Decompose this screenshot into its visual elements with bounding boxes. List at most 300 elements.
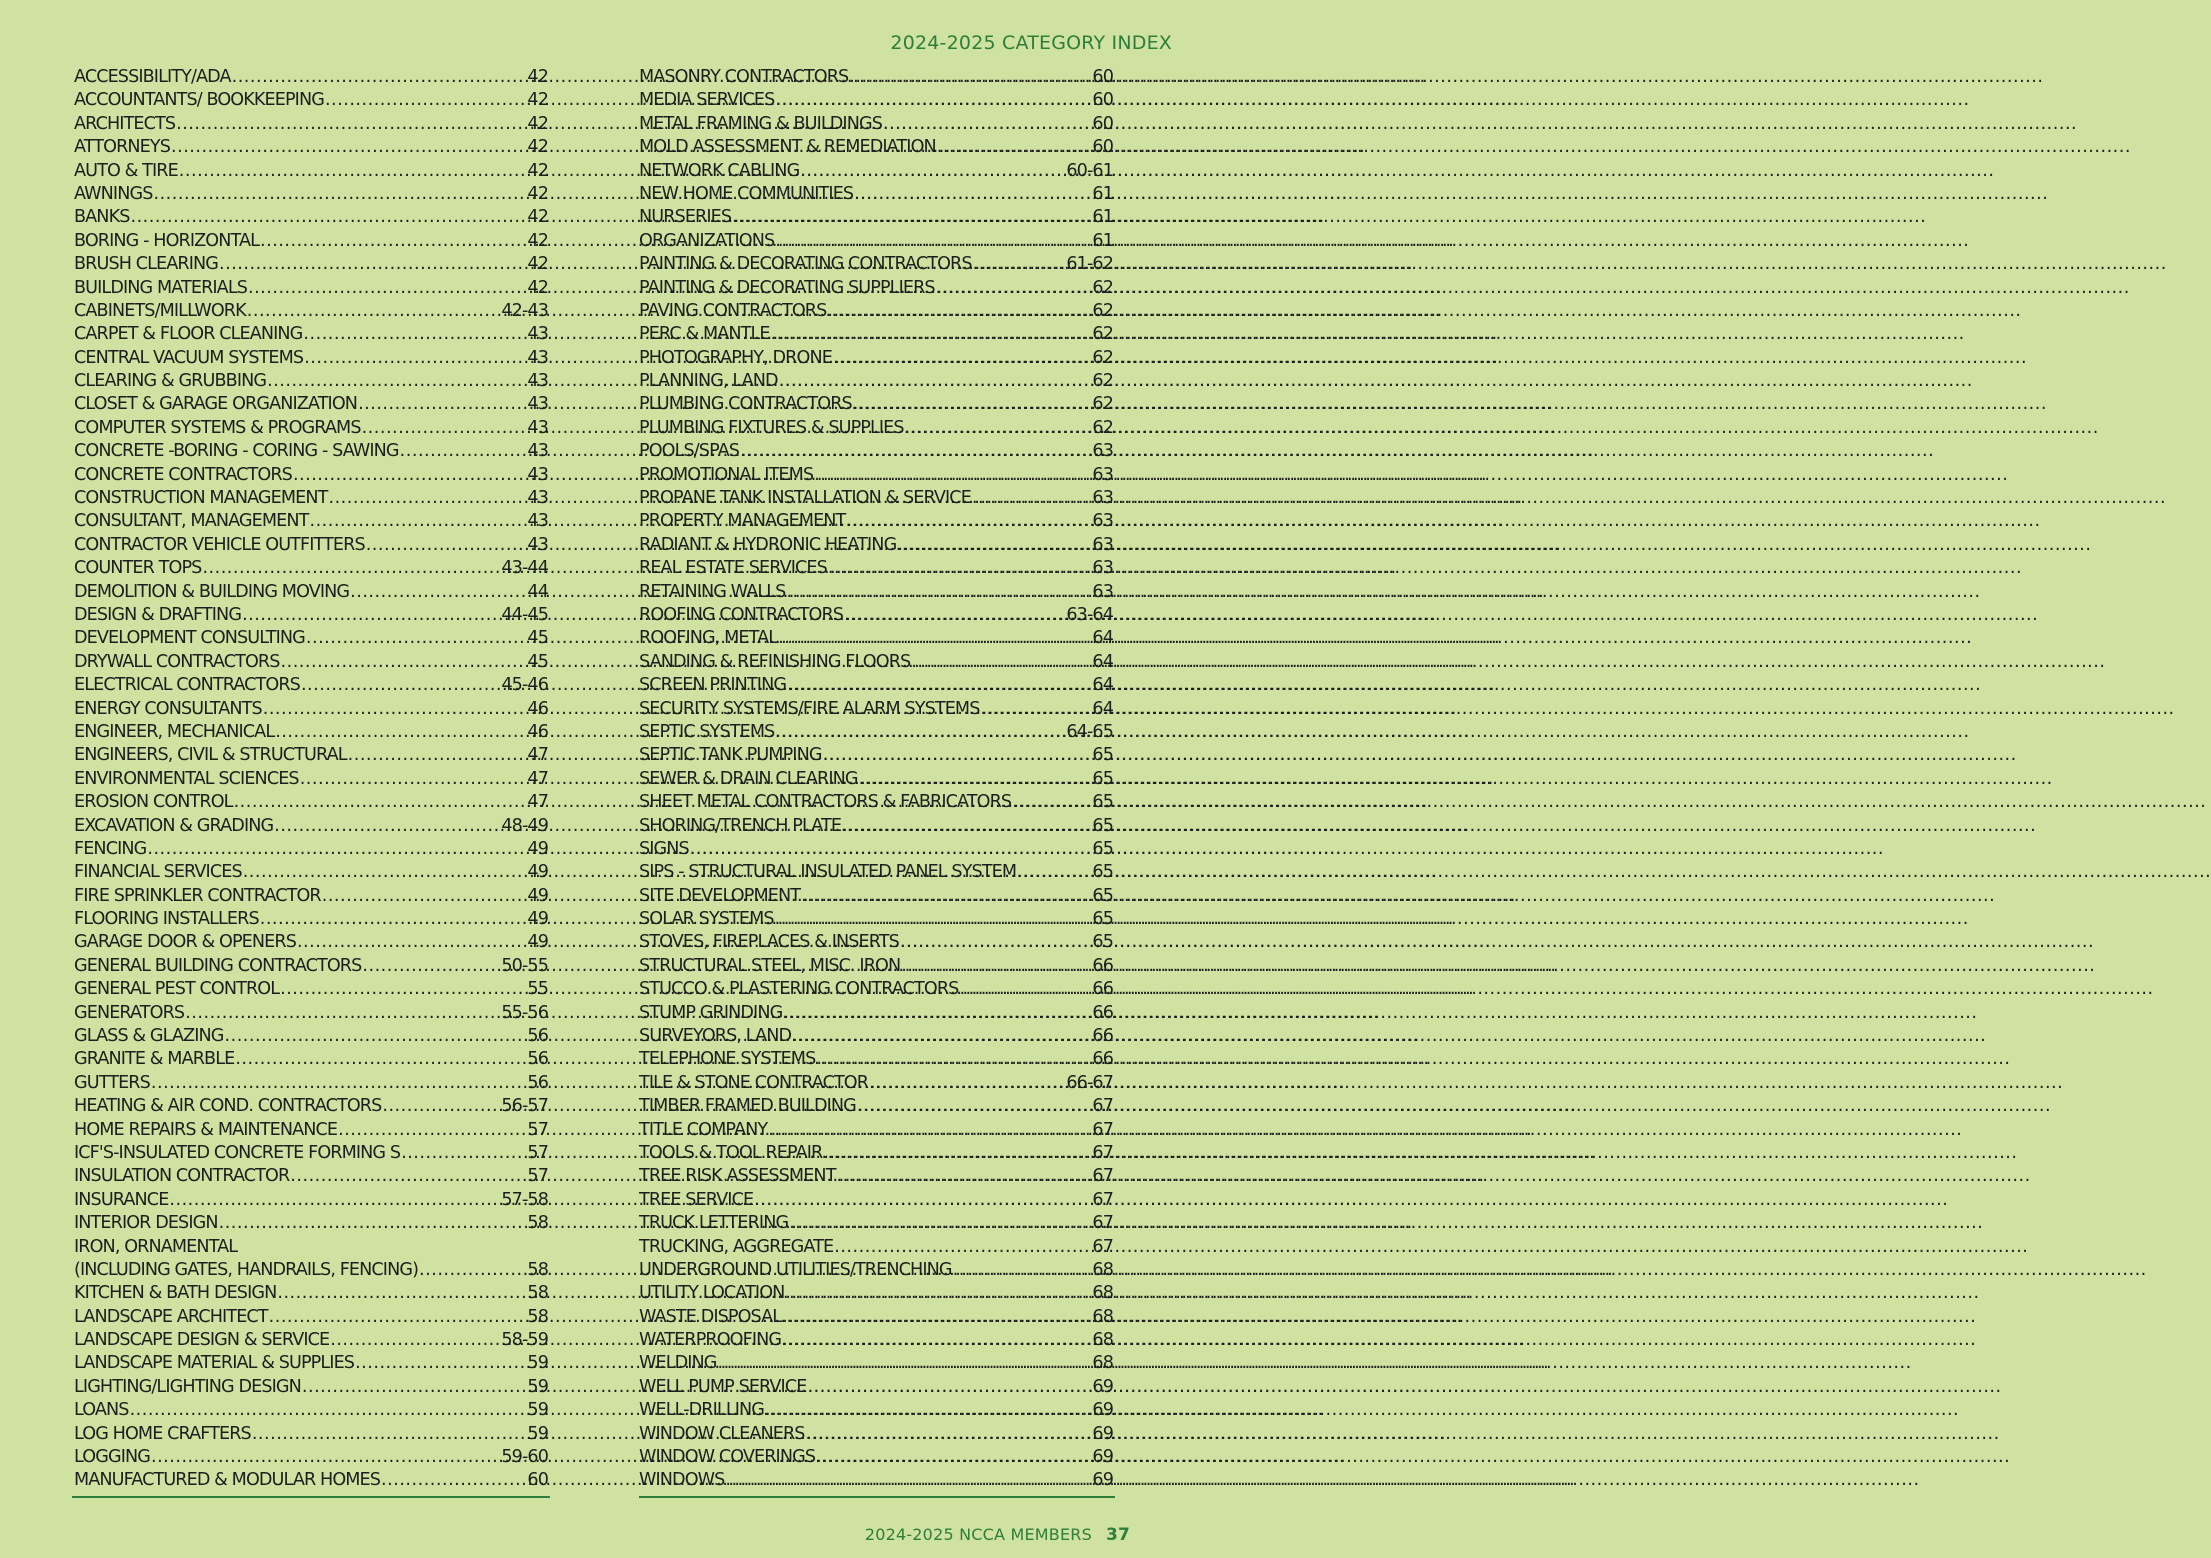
- index-entry: [639, 1189, 1113, 1212]
- page-reference: 61: [1092, 207, 1113, 228]
- category-name: EROSION CONTROL: [74, 792, 233, 813]
- index-entry: [639, 651, 1113, 674]
- dot-leader: [1017, 861, 1091, 884]
- page-reference: 48-49: [501, 815, 548, 836]
- page-reference: 59: [527, 1353, 548, 1374]
- page-reference: 47: [527, 768, 548, 789]
- category-name: CONSULTANT, MANAGEMENT: [74, 511, 309, 532]
- dot-leader: [219, 253, 526, 276]
- page-reference: 61: [1092, 230, 1113, 251]
- index-entry: [74, 487, 548, 510]
- category-name: INTERIOR DESIGN: [74, 1213, 218, 1234]
- index-entry: [74, 1095, 548, 1118]
- index-entry: [639, 604, 1113, 627]
- category-name: ATTORNEYS: [74, 137, 171, 158]
- dot-leader: [786, 581, 1091, 604]
- category-name: ENVIRONMENTAL SCIENCES: [74, 768, 299, 789]
- category-name: EXCAVATION & GRADING: [74, 815, 274, 836]
- page-reference: 57: [527, 1142, 548, 1163]
- index-entry: [639, 1259, 1113, 1282]
- page-reference: 68: [1092, 1306, 1113, 1327]
- dot-leader: [366, 534, 527, 557]
- category-name: WATERPROOFING: [639, 1330, 782, 1351]
- page-reference: 65: [1092, 745, 1113, 766]
- dot-leader: [362, 955, 500, 978]
- category-name: PERC & MANTLE: [639, 324, 770, 345]
- page-reference: 65: [1092, 909, 1113, 930]
- dot-leader: [857, 1095, 1092, 1118]
- category-name: MASONRY CONTRACTORS: [639, 67, 849, 87]
- dot-leader: [869, 1072, 1065, 1095]
- index-entry: [74, 978, 548, 1001]
- category-name: CLEARING & GRUBBING: [74, 371, 267, 392]
- category-name: GUTTERS: [74, 1072, 150, 1093]
- index-entry: [74, 1212, 548, 1235]
- category-name: SHEET METAL CONTRACTORS & FABRICATORS: [639, 792, 1012, 813]
- dot-leader: [252, 1423, 527, 1446]
- category-name: LANDSCAPE MATERIAL & SUPPLIES: [74, 1353, 355, 1374]
- index-entry: [639, 113, 1113, 136]
- index-entry: [74, 370, 548, 393]
- index-entry: [74, 1352, 548, 1375]
- bottom-rule-right: [639, 1496, 1115, 1498]
- dot-leader: [900, 931, 1091, 954]
- index-entry: [639, 1165, 1113, 1188]
- category-name: REAL ESTATE SERVICES: [639, 558, 827, 579]
- index-entry: [74, 183, 548, 206]
- dot-leader: [905, 417, 1092, 440]
- dot-leader: [816, 1048, 1091, 1071]
- category-name: CENTRAL VACUUM SYSTEMS: [74, 347, 304, 368]
- index-entry: [74, 347, 548, 370]
- dot-leader: [281, 651, 527, 674]
- page-reference: 49: [527, 885, 548, 906]
- page-reference: 42: [527, 160, 548, 181]
- dot-leader: [775, 230, 1091, 253]
- page-reference: 63: [1092, 441, 1113, 462]
- index-entry: [639, 1072, 1113, 1095]
- page-reference: 45: [527, 651, 548, 672]
- dot-leader: [330, 1329, 500, 1352]
- page-reference: 64: [1092, 628, 1113, 649]
- category-name: AUTO & TIRE: [74, 160, 178, 181]
- category-name: PAINTING & DECORATING CONTRACTORS: [639, 254, 972, 275]
- category-name: LOGGING: [74, 1447, 150, 1468]
- index-entry: [74, 136, 548, 159]
- index-entry: [74, 464, 548, 487]
- category-name: NURSERIES: [639, 207, 732, 228]
- category-name: DRYWALL CONTRACTORS: [74, 651, 280, 672]
- dot-leader: [382, 1095, 500, 1118]
- dot-leader: [293, 464, 526, 487]
- dot-leader: [419, 1259, 526, 1282]
- index-entry: [74, 651, 548, 674]
- index-entry: [74, 838, 548, 861]
- page-reference: 63: [1092, 534, 1113, 555]
- page-reference: 58: [527, 1306, 548, 1327]
- category-name: GLASS & GLAZING: [74, 1026, 224, 1047]
- page-reference: 50-55: [501, 955, 548, 976]
- dot-leader: [897, 534, 1091, 557]
- category-name: GENERAL PEST CONTROL: [74, 979, 280, 1000]
- index-entry: [74, 323, 548, 346]
- category-name: ELECTRICAL CONTRACTORS: [74, 675, 300, 696]
- dot-leader: [325, 89, 526, 112]
- page-reference: 43: [527, 534, 548, 555]
- category-name: METAL FRAMING & BUILDINGS: [639, 113, 882, 134]
- page-reference: 62: [1092, 300, 1113, 321]
- index-entry: [74, 89, 548, 112]
- index-entry: [639, 277, 1113, 300]
- page-reference: 45-46: [501, 675, 548, 696]
- category-name: HOME REPAIRS & MAINTENANCE: [74, 1119, 338, 1140]
- category-name: MOLD ASSESSMENT & REMEDIATION: [639, 137, 936, 158]
- page-reference: 61: [1092, 183, 1113, 204]
- index-entry: [639, 1142, 1113, 1165]
- category-name: SCREEN PRINTING: [639, 675, 787, 696]
- dot-leader: [827, 300, 1091, 323]
- page-reference: 63: [1092, 488, 1113, 509]
- page-reference: 42: [527, 113, 548, 134]
- page-reference: 64: [1092, 698, 1113, 719]
- category-name: TOOLS & TOOL REPAIR: [639, 1142, 823, 1163]
- page-reference: 43: [527, 347, 548, 368]
- dot-leader: [153, 183, 526, 206]
- dot-leader: [348, 744, 527, 767]
- dot-leader: [833, 347, 1091, 370]
- page-reference: 58-59: [501, 1330, 548, 1351]
- index-entry: [639, 206, 1113, 229]
- category-name: STUMP GRINDING: [639, 1002, 783, 1023]
- category-name: FENCING: [74, 838, 147, 859]
- index-entry: [639, 347, 1113, 370]
- dot-leader: [775, 721, 1065, 744]
- page-reference: 63-64: [1066, 604, 1113, 625]
- dot-leader: [219, 1212, 527, 1235]
- index-entry: [639, 815, 1113, 838]
- page-reference: 66: [1092, 955, 1113, 976]
- page-reference: 67: [1092, 1119, 1113, 1140]
- page-reference: 43: [527, 324, 548, 345]
- dot-leader: [883, 113, 1091, 136]
- index-entry: [74, 206, 548, 229]
- dot-leader: [381, 1469, 526, 1492]
- index-entry: [74, 66, 548, 89]
- category-name: SEWER & DRAIN CLEARING: [639, 768, 858, 789]
- category-name: GENERATORS: [74, 1002, 185, 1023]
- dot-leader: [814, 464, 1091, 487]
- dot-leader: [151, 1446, 500, 1469]
- dot-leader: [846, 510, 1091, 533]
- index-entry: [74, 393, 548, 416]
- page-reference: 49: [527, 838, 548, 859]
- dot-leader: [302, 1376, 527, 1399]
- page-reference: 42: [527, 277, 548, 298]
- category-name: WINDOW COVERINGS: [639, 1447, 816, 1468]
- index-entry: [74, 604, 548, 627]
- dot-leader: [768, 1119, 1091, 1142]
- page-reference: 43: [527, 394, 548, 415]
- page-reference: 42: [527, 137, 548, 158]
- category-name: FIRE SPRINKLER CONTRACTOR: [74, 885, 321, 906]
- page-reference: 42-43: [501, 300, 548, 321]
- page-reference: 43: [527, 371, 548, 392]
- dot-leader: [787, 674, 1091, 697]
- page-reference: 57: [527, 1119, 548, 1140]
- category-name: ENERGY CONSULTANTS: [74, 698, 262, 719]
- category-name: WELL-DRILLING: [639, 1400, 765, 1421]
- index-entry: [74, 1119, 548, 1142]
- category-name: TREE RISK ASSESSMENT: [639, 1166, 836, 1187]
- page-reference: 69: [1092, 1470, 1113, 1491]
- page-reference: 43: [527, 441, 548, 462]
- dot-leader: [260, 908, 527, 931]
- dot-leader: [235, 1048, 526, 1071]
- publication-name: 2024-2025 NCCA MEMBERS: [864, 1525, 1092, 1544]
- index-entry: [639, 791, 1113, 814]
- category-name: CONSTRUCTION MANAGEMENT: [74, 488, 328, 509]
- index-entry: [639, 581, 1113, 604]
- category-name: ENGINEER, MECHANICAL: [74, 721, 275, 742]
- index-entry: [639, 1025, 1113, 1048]
- index-entry: [639, 1329, 1113, 1352]
- page-reference: 46: [527, 721, 548, 742]
- page-reference: 42: [527, 207, 548, 228]
- index-entry: [639, 931, 1113, 954]
- category-name: IRON, ORNAMENTAL: [74, 1236, 238, 1257]
- index-entry: [639, 370, 1113, 393]
- category-name: PLUMBING FIXTURES & SUPPLIES: [639, 417, 904, 438]
- index-entry: [639, 393, 1113, 416]
- dot-leader: [854, 183, 1091, 206]
- page-reference: 67: [1092, 1166, 1113, 1187]
- dot-leader: [807, 1376, 1091, 1399]
- page-reference: 62: [1092, 417, 1113, 438]
- page-reference: 43: [527, 511, 548, 532]
- category-name: WINDOW CLEANERS: [639, 1423, 805, 1444]
- page-reference: 66: [1092, 1026, 1113, 1047]
- index-entry: [74, 627, 548, 650]
- index-entry: [74, 1189, 548, 1212]
- dot-leader: [801, 885, 1091, 908]
- category-name: WINDOWS: [639, 1470, 725, 1491]
- dot-leader: [400, 440, 527, 463]
- category-name: AWNINGS: [74, 183, 153, 204]
- dot-leader: [789, 1212, 1091, 1235]
- dot-leader: [901, 955, 1091, 978]
- dot-leader: [147, 838, 526, 861]
- page-reference: 59: [527, 1376, 548, 1397]
- dot-leader: [304, 347, 526, 370]
- page-reference: 65: [1092, 792, 1113, 813]
- category-name: CONCRETE -BORING - CORING - SAWING: [74, 441, 399, 462]
- category-name: ENGINEERS, CIVIL & STRUCTURAL: [74, 745, 347, 766]
- page-reference: 59: [527, 1423, 548, 1444]
- category-name: CLOSET & GARAGE ORGANIZATION: [74, 394, 358, 415]
- dot-leader: [297, 931, 526, 954]
- index-entry: [74, 581, 548, 604]
- category-name: CONTRACTOR VEHICLE OUTFITTERS: [74, 534, 365, 555]
- index-entry: [639, 1236, 1113, 1259]
- category-name: SANDING & REFINISHING FLOORS: [639, 651, 911, 672]
- index-column-right: [639, 66, 1113, 1493]
- page-reference: 45: [527, 628, 548, 649]
- dot-leader: [232, 66, 527, 89]
- index-entry: [74, 1236, 548, 1259]
- page-reference: 42: [527, 90, 548, 111]
- index-entry: [74, 721, 548, 744]
- dot-leader: [243, 861, 527, 884]
- category-name: PHOTOGRAPHY, DRONE: [639, 347, 832, 368]
- dot-leader: [936, 277, 1092, 300]
- dot-leader: [837, 1165, 1092, 1188]
- category-name: PLUMBING CONTRACTORS: [639, 394, 852, 415]
- page-reference: 63: [1092, 511, 1113, 532]
- category-name: DEMOLITION & BUILDING MOVING: [74, 581, 350, 602]
- page-reference: 60: [1092, 67, 1113, 87]
- dot-leader: [242, 604, 500, 627]
- index-entry: [639, 698, 1113, 721]
- category-name: SOLAR SYSTEMS: [639, 909, 774, 930]
- dot-leader: [358, 393, 526, 416]
- category-name: TIMBER FRAMED BUILDING: [639, 1096, 856, 1117]
- index-entry: [639, 510, 1113, 533]
- dot-leader: [775, 908, 1092, 931]
- dot-leader: [800, 160, 1065, 183]
- dot-leader: [792, 1025, 1091, 1048]
- index-entry: [639, 1423, 1113, 1446]
- page-footer: [865, 1525, 1130, 1545]
- category-name: SECURITY SYSTEMS/FIRE ALARM SYSTEMS: [639, 698, 980, 719]
- category-name: MEDIA SERVICES: [639, 90, 775, 111]
- dot-leader: [959, 978, 1091, 1001]
- index-entry: [639, 861, 1113, 884]
- index-entry: [74, 1025, 548, 1048]
- dot-leader: [973, 253, 1066, 276]
- index-entry: [639, 885, 1113, 908]
- dot-leader: [130, 1399, 527, 1422]
- dot-leader: [828, 557, 1092, 580]
- page-reference: 62: [1092, 371, 1113, 392]
- page-reference: 49: [527, 909, 548, 930]
- index-entry: [639, 253, 1113, 276]
- category-name: UNDERGROUND UTILITIES/TRENCHING: [639, 1259, 952, 1280]
- index-entry: [74, 1142, 548, 1165]
- dot-leader: [202, 557, 500, 580]
- dot-leader: [911, 651, 1091, 674]
- page-reference: 57-58: [501, 1189, 548, 1210]
- category-name: STOVES, FIREPLACES & INSERTS: [639, 932, 899, 953]
- dot-leader: [248, 277, 526, 300]
- page-reference: 60-61: [1066, 160, 1113, 181]
- index-entry: [639, 1119, 1113, 1142]
- dot-leader: [275, 721, 526, 744]
- dot-leader: [225, 1025, 527, 1048]
- index-entry: [639, 955, 1113, 978]
- page-reference: 66: [1092, 979, 1113, 1000]
- category-name: GARAGE DOOR & OPENERS: [74, 932, 296, 953]
- index-entry: [639, 440, 1113, 463]
- page-reference: 42: [527, 183, 548, 204]
- category-name: SITE DEVELOPMENT: [639, 885, 801, 906]
- bottom-rule-left: [72, 1496, 550, 1498]
- dot-leader: [823, 1142, 1091, 1165]
- category-name: SURVEYORS, LAND: [639, 1026, 792, 1047]
- category-name: PLANNING, LAND: [639, 371, 778, 392]
- index-entry: [639, 1282, 1113, 1305]
- dot-leader: [247, 300, 501, 323]
- page-reference: 64-65: [1066, 721, 1113, 742]
- category-name: BUILDING MATERIALS: [74, 277, 247, 298]
- category-name: (INCLUDING GATES, HANDRAILS, FENCING): [74, 1259, 419, 1280]
- index-entry: [74, 1329, 548, 1352]
- dot-leader: [859, 768, 1092, 791]
- category-name: PAINTING & DECORATING SUPPLIERS: [639, 277, 935, 298]
- index-entry: [74, 744, 548, 767]
- dot-leader: [280, 978, 526, 1001]
- page-reference: 62: [1092, 277, 1113, 298]
- page-reference: 69: [1092, 1376, 1113, 1397]
- page-reference: 68: [1092, 1283, 1113, 1304]
- page-reference: 56-57: [501, 1096, 548, 1117]
- index-entry: [74, 1048, 548, 1071]
- category-name: ACCOUNTANTS/ BOOKKEEPING: [74, 90, 324, 111]
- index-entry: [74, 1376, 548, 1399]
- category-name: FLOORING INSTALLERS: [74, 909, 259, 930]
- index-entry: [74, 253, 548, 276]
- page-reference: 49: [527, 862, 548, 883]
- index-entry: [74, 908, 548, 931]
- category-name: TRUCKING, AGGREGATE: [639, 1236, 834, 1257]
- dot-leader: [690, 838, 1092, 861]
- index-entry: [74, 160, 548, 183]
- index-entry: [74, 1469, 548, 1492]
- dot-leader: [783, 1002, 1091, 1025]
- page-reference: 42: [527, 67, 548, 87]
- dot-leader: [303, 323, 526, 346]
- category-name: PAVING CONTRACTORS: [639, 300, 827, 321]
- index-entry: [74, 931, 548, 954]
- index-entry: [639, 838, 1113, 861]
- category-name: SIGNS: [639, 838, 689, 859]
- page-reference: 43: [527, 417, 548, 438]
- index-entry: [639, 1048, 1113, 1071]
- dot-leader: [849, 66, 1091, 89]
- page-reference: 58: [527, 1259, 548, 1280]
- category-name: MANUFACTURED & MODULAR HOMES: [74, 1470, 381, 1491]
- category-name: HEATING & AIR COND. CONTRACTORS: [74, 1096, 382, 1117]
- page-reference: 66-67: [1066, 1072, 1113, 1093]
- index-entry: [639, 1002, 1113, 1025]
- category-name: WELL PUMP SERVICE: [639, 1376, 807, 1397]
- dot-leader: [778, 627, 1091, 650]
- index-entry: [639, 908, 1113, 931]
- dot-leader: [740, 440, 1091, 463]
- page-reference: 42: [527, 230, 548, 251]
- dot-leader: [732, 206, 1091, 229]
- category-name: BORING - HORIZONTAL: [74, 230, 260, 251]
- dot-leader: [234, 791, 527, 814]
- index-entry: [74, 557, 548, 580]
- dot-leader: [785, 1282, 1091, 1305]
- page-reference: 67: [1092, 1189, 1113, 1210]
- page-reference: 65: [1092, 768, 1113, 789]
- dot-leader: [718, 1352, 1092, 1375]
- category-name: SEPTIC SYSTEMS: [639, 721, 775, 742]
- index-entry: [74, 768, 548, 791]
- index-column-left: [74, 66, 548, 1493]
- category-name: STRUCTURAL STEEL, MISC. IRON: [639, 955, 901, 976]
